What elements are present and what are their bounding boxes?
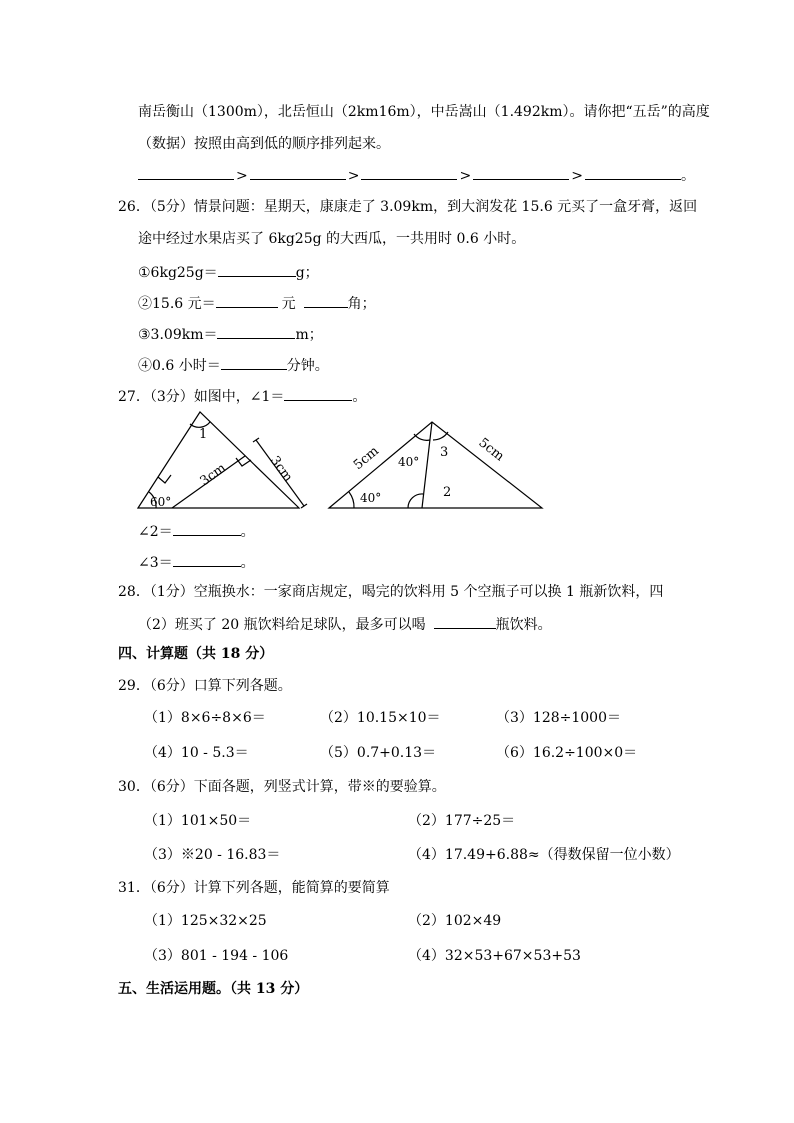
answer-blank[interactable] <box>173 521 241 536</box>
gt-sign: > <box>236 168 248 184</box>
period: 。 <box>240 524 255 540</box>
q25-answer-row <box>138 165 695 185</box>
answer-blank[interactable] <box>216 293 278 308</box>
q26-sub2-unit: 角； <box>347 296 376 312</box>
q26-sub2-mid: 元 <box>281 296 296 312</box>
q26-sub1 <box>138 262 319 282</box>
q26-sub3-prefix: ③3.09km＝ <box>138 327 218 343</box>
gt-sign: > <box>459 168 472 184</box>
q26-sub1-prefix: ①6kg25g＝ <box>138 265 218 281</box>
period: 。 <box>680 168 695 184</box>
q29-item-6: （6）16.2÷100×0＝ <box>496 745 638 761</box>
q25-text-line1: 南岳衡山（1300m），北岳恒山（2km16m），中岳嵩山（1.492km）。请你把“五岳”的高度 <box>138 104 710 120</box>
q25-text-line2: （数据）按照由高到低的顺序排列起来。 <box>138 136 390 152</box>
period: 。 <box>240 555 255 571</box>
q29-prompt: 29．（6分）口算下列各题。 <box>118 678 292 694</box>
answer-blank[interactable] <box>221 355 287 370</box>
q28-line2-prefix: （2）班买了 20 瓶饮料给足球队，最多可以喝 <box>138 617 426 633</box>
q28-line1: 28．（1分）空瓶换水：一家商店规定，喝完的饮料用 5 个空瓶子可以换 1 瓶新饮料，四 <box>118 584 664 600</box>
answer-blank[interactable] <box>585 165 681 180</box>
q29-item-2: （2）10.15×10＝ <box>320 710 441 726</box>
q30-item-3: （3）※20 - 16.83＝ <box>144 847 281 863</box>
answer-blank[interactable] <box>284 386 352 401</box>
q29-item-1: （1）8×6÷8×6＝ <box>144 710 266 726</box>
angle-60-label: 60° <box>150 495 172 509</box>
q28-line2 <box>138 614 552 634</box>
q27-prompt <box>118 386 366 406</box>
q31-prompt: 31．（6分）计算下列各题，能简算的要简算 <box>118 880 390 896</box>
q29-item-3: （3）128÷1000＝ <box>496 710 621 726</box>
q26-sub3-unit: m； <box>295 327 323 343</box>
q28-line2-suffix: 瓶饮料。 <box>495 617 552 633</box>
q27-answer-2 <box>138 521 255 541</box>
q31-item-1: （1）125×32×25 <box>144 913 267 929</box>
answer-blank[interactable] <box>304 293 348 308</box>
outer-3cm-label: 3cm <box>266 453 296 485</box>
angle-40-bottom-label: 40° <box>360 491 382 505</box>
angle-2-label: 2 <box>443 485 452 500</box>
q30-item-2: （2）177÷25＝ <box>408 813 516 829</box>
inner-3cm-label: 3cm <box>197 460 229 490</box>
q26-intro-line2: 途中经过水果店买了 6kg25g 的大西瓜，一共用时 0.6 小时。 <box>138 231 526 247</box>
q27-answer-3 <box>138 552 255 572</box>
answer-blank[interactable] <box>173 552 241 567</box>
q26-sub1-unit: g； <box>295 265 319 281</box>
angle-3-prefix: ∠3＝ <box>138 555 173 571</box>
q30-prompt: 30．（6分）下面各题，列竖式计算，带※的要验算。 <box>118 779 446 795</box>
left-5cm-label: 5cm <box>350 443 382 474</box>
angle-2-prefix: ∠2＝ <box>138 524 173 540</box>
q31-item-4: （4）32×53+67×53+53 <box>408 948 581 964</box>
gt-sign: > <box>571 168 583 184</box>
q27-figure <box>132 408 552 512</box>
answer-blank[interactable] <box>250 165 346 180</box>
angle-1-label: 1 <box>199 427 208 442</box>
q26-sub2 <box>138 293 376 313</box>
q26-sub4 <box>138 355 329 375</box>
period: 。 <box>352 389 367 405</box>
right-5cm-label: 5cm <box>475 435 507 465</box>
answer-blank[interactable] <box>361 165 457 180</box>
q31-item-2: （2）102×49 <box>408 913 502 929</box>
section-5-title: 五、生活运用题。（共 13 分） <box>118 981 309 997</box>
answer-blank[interactable] <box>473 165 569 180</box>
q26-sub2-prefix: ②15.6 元＝ <box>138 296 216 312</box>
answer-blank[interactable] <box>138 165 234 180</box>
answer-blank[interactable] <box>218 262 296 277</box>
q29-item-5: （5）0.7+0.13＝ <box>320 745 437 761</box>
answer-blank[interactable] <box>434 614 496 629</box>
section-4-title: 四、计算题（共 18 分） <box>118 646 274 662</box>
q31-item-3: （3）801 - 194 - 106 <box>144 948 289 964</box>
q30-item-4: （4）17.49+6.88≈（得数保留一位小数） <box>408 847 680 863</box>
q29-item-4: （4）10 - 5.3＝ <box>144 745 249 761</box>
gt-sign: > <box>347 168 360 184</box>
q26-sub4-unit: 分钟。 <box>286 358 329 374</box>
q26-sub4-prefix: ④0.6 小时＝ <box>138 358 221 374</box>
q27-prompt-text: 27．（3分）如图中，∠1＝ <box>118 389 285 405</box>
q30-item-1: （1）101×50＝ <box>144 813 252 829</box>
answer-blank[interactable] <box>217 324 295 339</box>
angle-40-top-label: 40° <box>398 455 420 469</box>
angle-3-label: 3 <box>440 445 449 460</box>
q26-sub3 <box>138 324 323 344</box>
q26-intro-line1: 26．（5分）情景问题：星期天，康康走了 3.09km，到大润发花 15.6 元买了一盒牙膏，返回 <box>118 199 698 215</box>
